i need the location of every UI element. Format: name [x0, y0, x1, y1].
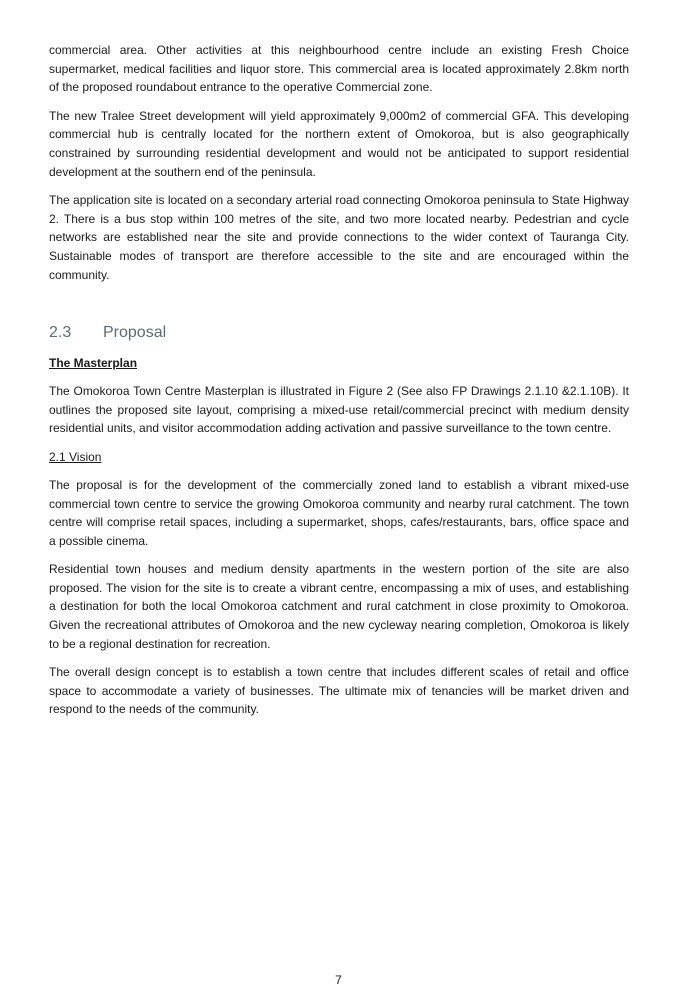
section-heading — [49, 324, 629, 342]
intro-paragraph-3: The application site is located on a secondary arterial road connecting Omokoroa peninsula to State Highway 2. There is a bus stop within 100 metres of the site, and two more located nearby. Pedestrian and cycle networks are established near the site and provide connections to the wider context of Tauranga City. Sustainable modes of transport are therefore accessible to the site and are encouraged within the community. — [49, 193, 629, 282]
section-number: 2.3 — [49, 324, 72, 342]
vision-paragraph-1: The proposal is for the development of the commercially zoned land to establish a vibrant mixed-use commercial town centre to service the growing Omokoroa community and nearby rural catchment. The town centre will comprise retail spaces, including a supermarket, shops, cafes/restaurants, bars, office space and a possible cinema. — [49, 477, 629, 548]
section-title: Proposal — [103, 324, 167, 342]
masterplan-paragraph: The Omokoroa Town Centre Masterplan is illustrated in Figure 2 (See also FP Drawings 2.1.10 &2.1.10B). It outlines the proposed site layout, comprising a mixed-use retail/commercial precinct with medium density residential units, and visitor accommodation adding activation and passive surveillance to the town centre. — [49, 384, 629, 436]
intro-paragraph-1: commercial area. Other activities at this neighbourhood centre include an existing Fresh Choice supermarket, medical facilities and liquor store. This commercial area is located approximately 2.8km north of the proposed roundabout entrance to the operative Commercial zone. — [49, 43, 629, 95]
intro-paragraph-2: The new Tralee Street development will yield approximately 9,000m2 of commercial GFA. This developing commercial hub is centrally located for the northern extent of Omokoroa, but is also geographically constrained by surrounding residential development and would not be anticipated to support residential development at the southern end of the peninsula. — [49, 108, 629, 179]
vision-heading: 2.1 Vision — [49, 449, 102, 464]
vision-paragraph-3: The overall design concept is to establish a town centre that includes different scales of retail and office space to accommodate a variety of businesses. The ultimate mix of tenancies will be market driven and respond to the needs of the community. — [49, 665, 629, 717]
vision-paragraph-2: Residential town houses and medium density apartments in the western portion of the site are also proposed. The vision for the site is to create a vibrant centre, encompassing a mix of uses, and establishing a destination for both the local Omokoroa catchment and rural catchment in close proximity to Omokoroa. Given the recreational attributes of Omokoroa and the new cycleway nearing completion, Omokoroa is likely to be a regional destination for recreation. — [49, 562, 629, 651]
page-number: 7 — [335, 973, 342, 987]
page-content — [49, 41, 629, 729]
masterplan-heading: The Masterplan — [49, 356, 138, 371]
